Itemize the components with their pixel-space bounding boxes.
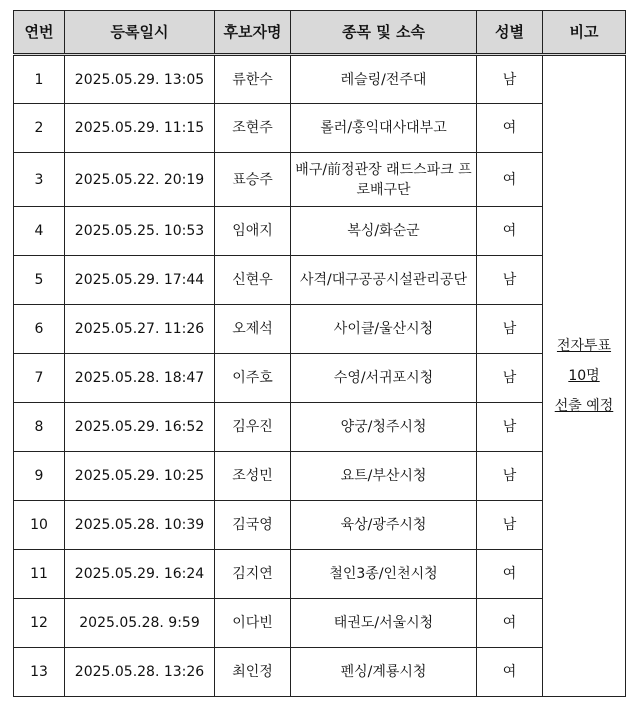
cell-no: 13 <box>14 648 65 697</box>
header-gender: 성별 <box>477 11 543 55</box>
cell-gender: 남 <box>477 256 543 305</box>
note-line3: 선출 예정 <box>554 398 614 414</box>
table-row <box>14 550 626 599</box>
cell-no: 3 <box>14 153 65 207</box>
cell-sport: 양궁/청주시청 <box>291 403 477 452</box>
cell-date: 2025.05.28. 18:47 <box>65 354 215 403</box>
table-row <box>14 648 626 697</box>
note-cell <box>543 55 626 697</box>
table-header <box>14 11 626 55</box>
cell-gender: 여 <box>477 550 543 599</box>
cell-no: 11 <box>14 550 65 599</box>
cell-gender: 여 <box>477 207 543 256</box>
cell-name: 임애지 <box>215 207 291 256</box>
cell-sport: 수영/서귀포시청 <box>291 354 477 403</box>
cell-sport: 사이클/울산시청 <box>291 305 477 354</box>
table-row <box>14 55 626 104</box>
cell-date: 2025.05.28. 10:39 <box>65 501 215 550</box>
cell-no: 9 <box>14 452 65 501</box>
cell-sport: 태권도/서울시청 <box>291 599 477 648</box>
cell-gender: 남 <box>477 55 543 104</box>
table-row <box>14 207 626 256</box>
cell-no: 7 <box>14 354 65 403</box>
table-body <box>14 55 626 697</box>
cell-date: 2025.05.28. 9:59 <box>65 599 215 648</box>
cell-date: 2025.05.29. 16:52 <box>65 403 215 452</box>
cell-no: 5 <box>14 256 65 305</box>
cell-date: 2025.05.25. 10:53 <box>65 207 215 256</box>
cell-name: 이주호 <box>215 354 291 403</box>
header-note: 비고 <box>543 11 626 55</box>
cell-gender: 남 <box>477 305 543 354</box>
cell-sport: 철인3종/인천시청 <box>291 550 477 599</box>
cell-gender: 여 <box>477 599 543 648</box>
table-row <box>14 104 626 153</box>
cell-name: 조성민 <box>215 452 291 501</box>
cell-name: 조현주 <box>215 104 291 153</box>
cell-no: 4 <box>14 207 65 256</box>
cell-date: 2025.05.29. 11:15 <box>65 104 215 153</box>
cell-date: 2025.05.29. 17:44 <box>65 256 215 305</box>
header-row <box>14 11 626 55</box>
cell-gender: 여 <box>477 153 543 207</box>
cell-sport: 사격/대구공공시설관리공단 <box>291 256 477 305</box>
table-row <box>14 153 626 207</box>
cell-no: 1 <box>14 55 65 104</box>
cell-name: 김지연 <box>215 550 291 599</box>
cell-no: 10 <box>14 501 65 550</box>
header-date: 등록일시 <box>65 11 215 55</box>
table-row <box>14 354 626 403</box>
cell-no: 6 <box>14 305 65 354</box>
cell-date: 2025.05.28. 13:26 <box>65 648 215 697</box>
cell-sport: 요트/부산시청 <box>291 452 477 501</box>
cell-name: 김국영 <box>215 501 291 550</box>
header-no: 연번 <box>14 11 65 55</box>
cell-name: 김우진 <box>215 403 291 452</box>
cell-name: 류한수 <box>215 55 291 104</box>
cell-sport: 배구/前정관장 래드스파크 프로배구단 <box>291 153 477 207</box>
cell-date: 2025.05.22. 20:19 <box>65 153 215 207</box>
candidate-table <box>13 10 626 697</box>
table-row <box>14 452 626 501</box>
note-line1: 전자투표 <box>556 338 612 354</box>
cell-no: 8 <box>14 403 65 452</box>
cell-gender: 남 <box>477 452 543 501</box>
cell-date: 2025.05.29. 16:24 <box>65 550 215 599</box>
cell-name: 표승주 <box>215 153 291 207</box>
cell-name: 이다빈 <box>215 599 291 648</box>
header-sport: 종목 및 소속 <box>291 11 477 55</box>
cell-no: 2 <box>14 104 65 153</box>
cell-gender: 여 <box>477 104 543 153</box>
cell-sport: 복싱/화순군 <box>291 207 477 256</box>
cell-date: 2025.05.29. 13:05 <box>65 55 215 104</box>
cell-name: 신현우 <box>215 256 291 305</box>
cell-name: 최인정 <box>215 648 291 697</box>
table-row <box>14 305 626 354</box>
table-row <box>14 403 626 452</box>
cell-date: 2025.05.27. 11:26 <box>65 305 215 354</box>
cell-sport: 육상/광주시청 <box>291 501 477 550</box>
cell-gender: 남 <box>477 403 543 452</box>
cell-sport: 펜싱/계룡시청 <box>291 648 477 697</box>
header-name: 후보자명 <box>215 11 291 55</box>
note-line2: 10명 <box>568 368 600 384</box>
table-row <box>14 599 626 648</box>
cell-gender: 남 <box>477 354 543 403</box>
cell-name: 오제석 <box>215 305 291 354</box>
table-row <box>14 256 626 305</box>
table-row <box>14 501 626 550</box>
cell-sport: 롤러/홍익대사대부고 <box>291 104 477 153</box>
cell-gender: 남 <box>477 501 543 550</box>
cell-date: 2025.05.29. 10:25 <box>65 452 215 501</box>
cell-no: 12 <box>14 599 65 648</box>
cell-sport: 레슬링/전주대 <box>291 55 477 104</box>
cell-gender: 여 <box>477 648 543 697</box>
